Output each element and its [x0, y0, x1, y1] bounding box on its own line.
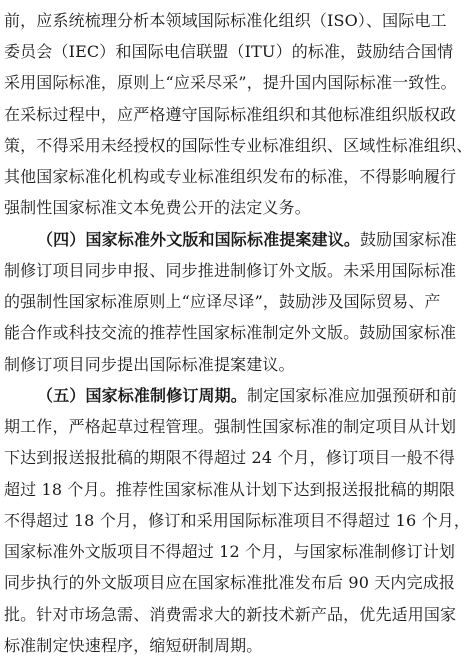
body-line-4: 在采标过程中，应严格遵守国际标准组织和其他标准组织版权政 [4, 105, 457, 124]
body-line-16: 超过 18 个月。推荐性国家标准从计划下达到报送报批稿的期限 [4, 480, 456, 499]
body-line-11: 能合作或科技交流的推荐性国家标准制定外文版。鼓励国家标准 [4, 323, 457, 342]
section-four-first-line [37, 228, 472, 252]
body-line-7: 强制性国家标准文本免费公开的法定义务。 [4, 198, 311, 217]
body-line-2: 委员会（IEC）和国际电信联盟（ITU）的标准，鼓励结合国情 [4, 42, 454, 61]
body-line-12: 制修订项目同步提出国际标准提案建议。 [4, 355, 295, 374]
body-line-5: 策，不得采用未经授权的国际性专业标准组织、区域性标准组织、 [4, 136, 472, 155]
body-line-6: 其他国家标准化机构或专业标准组织发布的标准，不得影响履行 [4, 167, 457, 186]
body-line-1: 前，应系统梳理分析本领域国际标准化组织（ISO）、国际电工 [4, 11, 447, 30]
body-line-14: 期工作，严格起草过程管理。强制性国家标准的制定项目从计划 [4, 417, 457, 436]
body-line-15: 下达到报送报批稿的期限不得超过 24 个月，修订项目一般不得 [4, 448, 456, 467]
section-five-text: 制定国家标准应加强预研和前 [246, 386, 457, 405]
body-line-10: 的强制性国家标准原则上“应译尽译”，鼓励涉及国际贸易、产 [4, 292, 441, 311]
body-line-18: 国家标准外文版项目不得超过 12 个月，与国家标准制修订计划 [4, 542, 456, 561]
body-line-21: 标准制定快速程序，缩短研制周期。 [4, 636, 263, 655]
section-five-heading: （五）国家标准制修订周期。 [37, 386, 247, 405]
body-line-3: 采用国际标准，原则上“应采尽采”，提升国内国际标准一致性。 [4, 73, 457, 92]
section-five-first-line [37, 384, 472, 408]
section-four-heading: （四）国家标准外文版和国际标准提案建议。 [37, 230, 361, 249]
body-line-9: 制修订项目同步申报、同步推进制修订外文版。未采用国际标准 [4, 261, 457, 280]
section-four-text: 鼓励国家标准 [360, 230, 457, 249]
body-line-19: 同步执行的外文版项目应在国家标准批准发布后 90 天内完成报 [4, 573, 456, 592]
body-line-17: 不得超过 18 个月，修订和采用国际标准项目不得超过 16 个月， [4, 511, 471, 530]
body-line-20: 批。针对市场急需、消费需求大的新技术新产品，优先适用国家 [4, 605, 457, 624]
